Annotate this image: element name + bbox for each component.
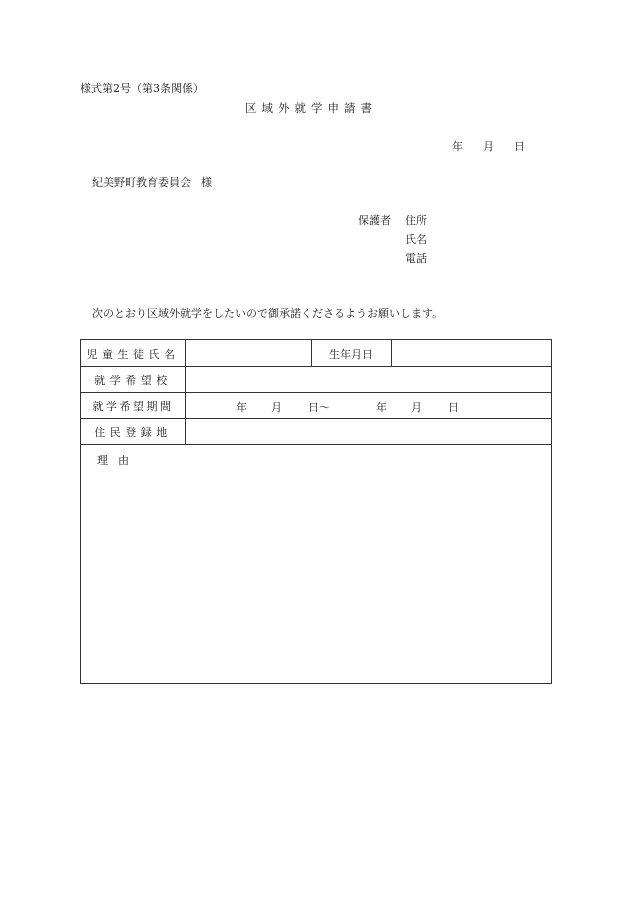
- column-divider: [185, 340, 186, 444]
- addressee: [92, 174, 212, 190]
- desired-school-label: 就学希望校: [94, 374, 172, 387]
- guardian-address-label: 住所: [405, 214, 427, 227]
- row-divider: [81, 392, 551, 393]
- period-month-2: 月: [411, 401, 422, 414]
- student-name-label: 児童生徒氏名: [86, 348, 180, 361]
- desired-period-label: 就学希望期間: [92, 400, 174, 413]
- guardian-phone-label: 電話: [405, 252, 427, 265]
- date-day-label: 日: [514, 140, 525, 153]
- guardian-name-label: 氏名: [405, 233, 427, 246]
- row-divider: [81, 366, 551, 367]
- request-text: 次のとおり区域外就学をしたいので御承諾くださるようお願いします。: [92, 307, 444, 320]
- date-line: [452, 138, 525, 154]
- reason-label: 理由: [97, 454, 139, 467]
- column-divider: [391, 340, 392, 366]
- row-divider: [81, 444, 551, 445]
- period-day-2: 日: [448, 401, 459, 414]
- row-divider: [81, 418, 551, 419]
- residence-label: 住民登録地: [94, 426, 172, 439]
- date-year-label: 年: [452, 140, 463, 153]
- addressee-suffix: 様: [201, 176, 212, 189]
- addressee-name: 紀美野町教育委員会: [92, 176, 191, 189]
- date-month-label: 月: [483, 140, 494, 153]
- birth-date-label: 生年月日: [329, 348, 373, 361]
- application-table: [80, 339, 552, 684]
- period-year-2: 年: [376, 401, 387, 414]
- document-title: 区域外就学申請書: [245, 101, 377, 115]
- period-month-1: 月: [271, 401, 282, 414]
- period-day-1: 日～: [308, 401, 330, 414]
- guardian-label: 保護者: [358, 214, 391, 227]
- period-year-1: 年: [236, 401, 247, 414]
- form-number: 様式第2号（第3条関係）: [80, 82, 204, 95]
